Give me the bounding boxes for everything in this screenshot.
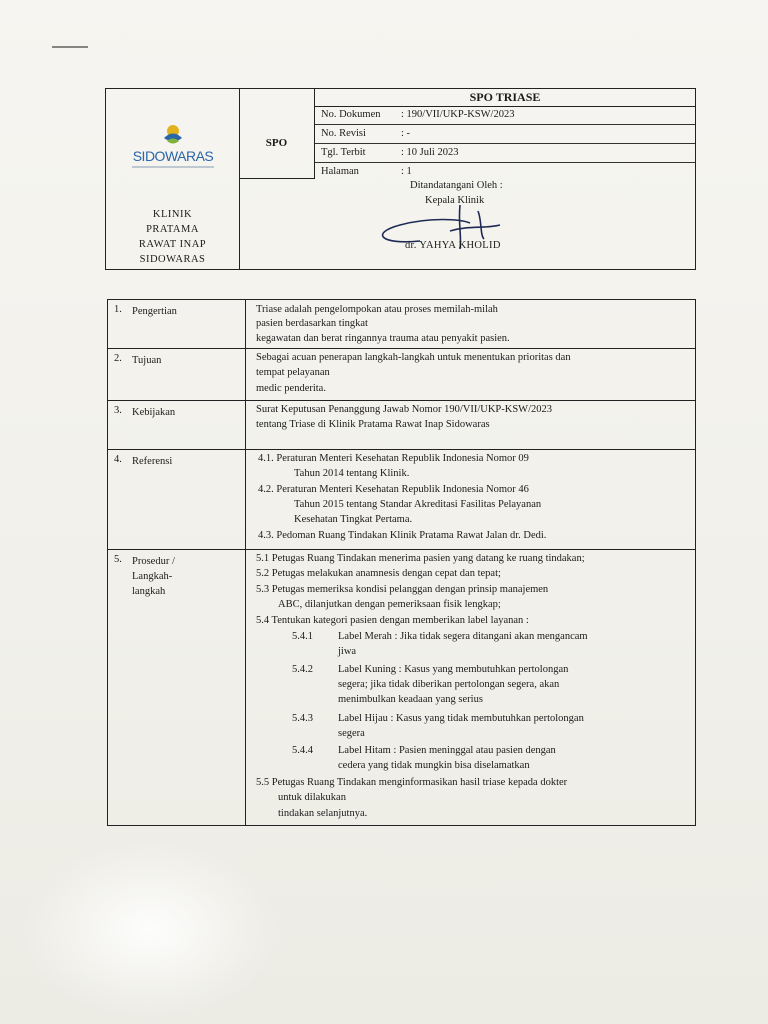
- row-number: 1.: [114, 304, 122, 315]
- text-line: menimbulkan keadaan yang serius: [338, 694, 483, 705]
- text-line: medic penderita.: [256, 383, 326, 394]
- text-line: Tahun 2015 tentang Standar Akreditasi Fasilitas Pelayanan: [294, 499, 542, 510]
- text-line: 5.1 Petugas Ruang Tindakan menerima pasien yang datang ke ruang tindakan;: [256, 553, 585, 564]
- text-line: 5.2 Petugas melakukan anamnesis dengan cepat dan tepat;: [256, 568, 501, 579]
- text-line: 4.1. Peraturan Menteri Kesehatan Republik Indonesia Nomor 09: [258, 453, 529, 464]
- row-pengertian: [108, 300, 695, 349]
- logo-text: SIDOWARAS: [132, 148, 214, 164]
- meta-row: [315, 144, 695, 163]
- sub-number: 5.4.2: [292, 664, 313, 675]
- row-label-cell: [108, 450, 246, 549]
- text-line: 5.5 Petugas Ruang Tindakan menginformasikan hasil triase kepada dokter: [256, 777, 568, 788]
- text-line: Sebagai acuan penerapan langkah-langkah untuk menentukan prioritas dan: [256, 352, 571, 363]
- text-line: kegawatan dan berat ringannya trauma atau penyakit pasien.: [256, 333, 510, 344]
- text-line: segera; jika tidak diberikan pertolongan segera, akan: [338, 679, 560, 690]
- meta-key: No. Revisi: [321, 128, 366, 139]
- clinic-column: [106, 89, 240, 269]
- text-line: cedera yang tidak mungkin bisa diselamatkan: [338, 760, 530, 771]
- document-meta: [315, 106, 695, 181]
- row-number: 5.: [114, 554, 122, 565]
- logo-emblem-icon: [161, 123, 185, 147]
- row-referensi: [108, 450, 695, 550]
- row-label: Tujuan: [132, 355, 162, 366]
- row-kebijakan: [108, 401, 695, 450]
- text-line: 5.4 Tentukan kategori pasien dengan memberikan label layanan :: [256, 615, 529, 626]
- sub-number: 5.4.1: [292, 631, 313, 642]
- logo-tagline: [132, 166, 214, 168]
- row-content: [246, 300, 695, 348]
- row-label-cell: [108, 349, 246, 400]
- signer-name: dr. YAHYA KHOLID: [405, 240, 501, 251]
- row-content: [246, 450, 695, 549]
- clinic-line: KLINIK: [152, 209, 193, 220]
- row-label: Kebijakan: [132, 407, 176, 418]
- spo-cell: [239, 89, 315, 179]
- meta-row: [315, 106, 695, 125]
- text-line: 5.3 Petugas memeriksa kondisi pelanggan dengan prinsip manajemen: [256, 584, 549, 595]
- row-number: 3.: [114, 405, 122, 416]
- row-label-cell: [108, 401, 246, 449]
- spo-label: SPO: [265, 137, 288, 149]
- text-line: Label Hitam : Pasien meninggal atau pasien dengan: [338, 745, 556, 756]
- meta-value: : 190/VII/UKP-KSW/2023: [401, 109, 515, 120]
- row-number: 2.: [114, 353, 122, 364]
- text-line: untuk dilakukan: [278, 792, 346, 803]
- clinic-name: [106, 207, 239, 267]
- sub-number: 5.4.3: [292, 713, 313, 724]
- row-label-line: langkah: [132, 586, 166, 597]
- text-line: pasien berdasarkan tingkat: [256, 318, 368, 329]
- text-line: tempat pelayanan: [256, 367, 330, 378]
- text-line: tindakan selanjutnya.: [278, 808, 368, 819]
- meta-key: No. Dokumen: [321, 109, 381, 120]
- text-line: Label Hijau : Kasus yang tidak membutuhkan pertolongan: [338, 713, 584, 724]
- row-number: 4.: [114, 454, 122, 465]
- text-line: Label Merah : Jika tidak segera ditangani akan mengancam: [338, 631, 588, 642]
- row-content: [246, 550, 695, 825]
- row-label-cell: [108, 550, 246, 825]
- meta-key: Halaman: [321, 166, 359, 177]
- row-content: [246, 401, 695, 449]
- row-label-cell: [108, 300, 246, 348]
- meta-value: : -: [401, 128, 411, 139]
- row-label: [132, 554, 175, 599]
- row-tujuan: [108, 349, 695, 401]
- scan-mark: [52, 46, 88, 48]
- text-line: jiwa: [338, 646, 357, 657]
- text-line: 4.2. Peraturan Menteri Kesehatan Republik Indonesia Nomor 46: [258, 484, 529, 495]
- meta-value: : 1: [401, 166, 412, 177]
- row-label: Pengertian: [132, 306, 177, 317]
- sub-number: 5.4.4: [292, 745, 313, 756]
- row-label: Referensi: [132, 456, 173, 467]
- procedure-table: [107, 299, 696, 826]
- row-content: [246, 349, 695, 400]
- signature-block: [240, 179, 695, 269]
- text-line: segera: [338, 728, 365, 739]
- row-label-line: Prosedur /: [132, 556, 175, 567]
- signer-role: Kepala Klinik: [425, 195, 485, 206]
- text-line: Triase adalah pengelompokan atau proses memilah-milah: [256, 304, 498, 315]
- document-title: SPO TRIASE: [315, 89, 695, 107]
- document-header: [105, 88, 696, 270]
- row-label-line: Langkah-: [132, 571, 173, 582]
- row-prosedur: [108, 550, 695, 825]
- text-line: tentang Triase di Klinik Pratama Rawat Inap Sidowaras: [256, 419, 490, 430]
- clinic-logo: [128, 123, 218, 165]
- text-line: Kesehatan Tingkat Pertama.: [294, 514, 413, 525]
- scan-glare: [20, 840, 280, 1020]
- text-line: Tahun 2014 tentang Klinik.: [294, 468, 410, 479]
- meta-key: Tgl. Terbit: [321, 147, 366, 158]
- text-line: Label Kuning : Kasus yang membutuhkan pertolongan: [338, 664, 569, 675]
- meta-value: : 10 Juli 2023: [401, 147, 459, 158]
- clinic-line: PRATAMA: [146, 224, 199, 235]
- text-line: 4.3. Pedoman Ruang Tindakan Klinik Pratama Rawat Jalan dr. Dedi.: [258, 530, 547, 541]
- text-line: Surat Keputusan Penanggung Jawab Nomor 190/VII/UKP-KSW/2023: [256, 404, 553, 415]
- meta-row: [315, 125, 695, 144]
- clinic-line: SIDOWARAS: [139, 254, 206, 265]
- text-line: ABC, dilanjutkan dengan pemeriksaan fisik lengkap;: [278, 599, 501, 610]
- clinic-line: RAWAT INAP: [138, 239, 207, 250]
- signed-by-label: Ditandatangani Oleh :: [410, 180, 503, 191]
